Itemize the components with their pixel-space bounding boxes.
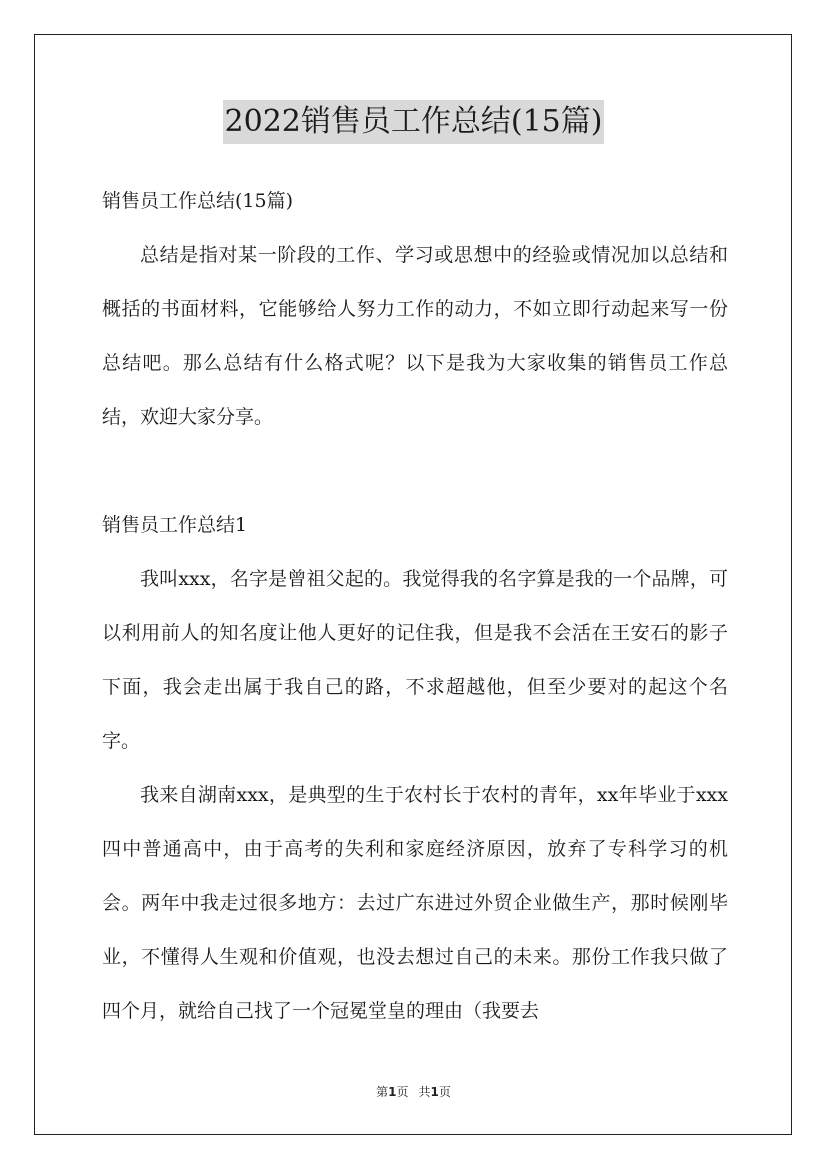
total-pages: 1 bbox=[430, 1085, 439, 1099]
total-prefix: 共 bbox=[418, 1085, 431, 1099]
page-number: 1 bbox=[388, 1085, 397, 1099]
section-heading: 销售员工作总结1 bbox=[102, 514, 248, 536]
section-paragraph: 我来自湖南xxx，是典型的生于农村长于农村的青年，xx年毕业于xxx四中普通高中，由于高考的失利和家庭经济原因，放弃了专科学习的机会。两年中我走过很多地方：去过广东进过外贸企业做生产，那时候刚毕业，不懂得人生观和价值观，也没去想过自己的未来。那份工作我只做了四个月，就给自己找了一个冠冕堂皇的理由（我要去 bbox=[102, 784, 728, 1022]
paragraph-gap bbox=[102, 444, 728, 498]
document-subtitle: 销售员工作总结(15篇) bbox=[102, 190, 294, 212]
section-paragraph: 我叫xxx，名字是曾祖父起的。我觉得我的名字算是我的一个品牌，可以利用前人的知名度让他人更好的记住我，但是我不会活在王安石的影子下面，我会走出属于我自己的路，不求超越他，但至少要对的起这个名字。 bbox=[102, 568, 728, 752]
document-body bbox=[102, 174, 728, 1038]
intro-paragraph: 总结是指对某一阶段的工作、学习或思想中的经验或情况加以总结和概括的书面材料，它能够给人努力工作的动力，不如立即行动起来写一份总结吧。那么总结有什么格式呢？以下是我为大家收集的销售员工作总结，欢迎大家分享。 bbox=[102, 244, 728, 428]
total-suffix: 页 bbox=[438, 1085, 451, 1099]
page-prefix: 第 bbox=[376, 1085, 389, 1099]
document-title bbox=[0, 100, 827, 144]
page-footer bbox=[0, 1083, 827, 1100]
page-suffix: 页 bbox=[396, 1085, 409, 1099]
document-title-text: 2022销售员工作总结(15篇) bbox=[223, 100, 605, 144]
